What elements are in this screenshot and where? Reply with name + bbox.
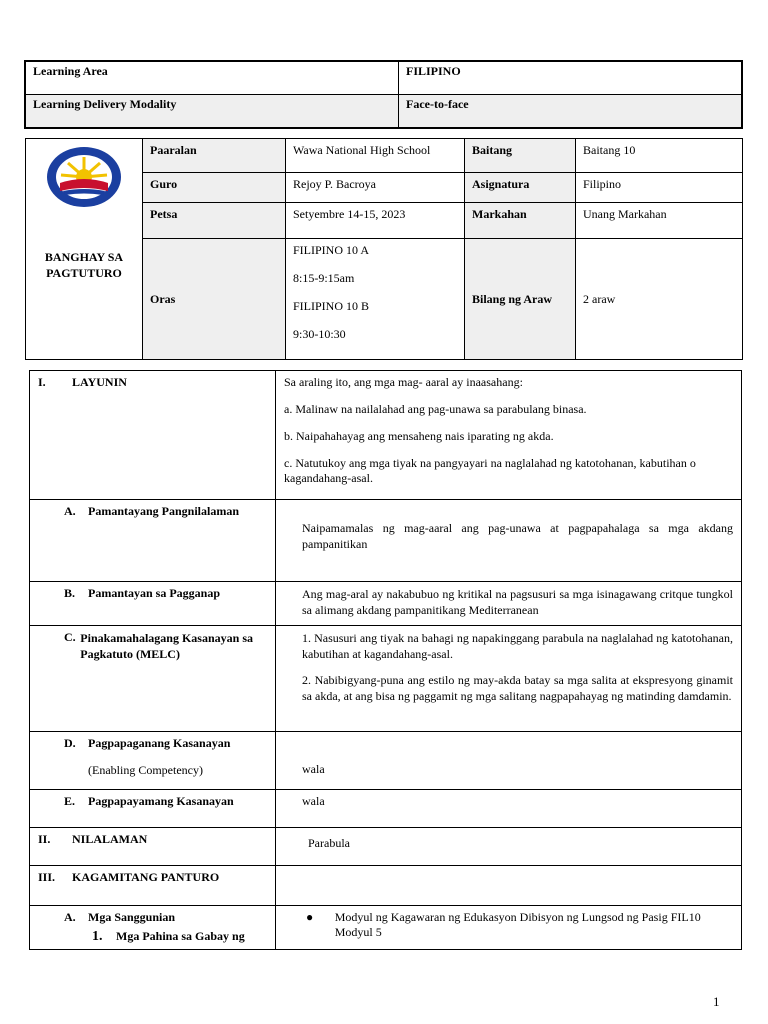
a-label: Pamantayang Pangnilalaman: [88, 504, 240, 518]
b-value: Ang mag-aral ay nakabubuo ng kritikal na pagsusuri sa mga isinagawang critque tungkol sa alimang akdang pampanitikang Mediterranean: [302, 587, 733, 617]
learning-area-table: [24, 60, 743, 129]
d-num: D.: [64, 736, 76, 750]
oras-line: FILIPINO 10 A: [293, 243, 370, 257]
layunin-intro: Sa araling ito, ang mga mag- aaral ay inaasahang:: [284, 375, 523, 389]
pahina-label: Mga Pahina sa Gabay ng: [116, 929, 245, 943]
sanggunian-label-cell: [30, 906, 276, 950]
a-num: A.: [64, 504, 76, 518]
pahina-num: 1.: [92, 929, 103, 944]
petsa-value: Setyembre 14-15, 2023: [286, 203, 465, 239]
layunin-label: LAYUNIN: [72, 375, 127, 389]
learning-area-label: Learning Area: [25, 61, 399, 95]
layunin-value-cell: [276, 371, 742, 500]
oras-line: 8:15-9:15am: [293, 271, 355, 285]
paaralan-value: Wawa National High School: [286, 139, 465, 173]
sang-num: A.: [64, 910, 76, 924]
bilang-label: Bilang ng Araw: [465, 239, 576, 360]
modality-value: Face-to-face: [399, 95, 743, 129]
layunin-c: c. Natutukoy ang mga tiyak na pangyayari na naglalahad ng katotohanan, kabutihan o kagandahang-asal.: [284, 456, 696, 485]
logo-cell: [26, 139, 143, 360]
c-label: Pinakamahalagang Kasanayan sa Pagkatuto (MELC): [80, 631, 253, 661]
iii-label-cell: [30, 866, 276, 906]
lesson-plan-table: [29, 370, 742, 950]
baitang-value: Baitang 10: [576, 139, 743, 173]
layunin-label-cell: [30, 371, 276, 500]
school-seal-icon: [45, 145, 123, 209]
learning-area-value: FILIPINO: [399, 61, 743, 95]
c-value-2: 2. Nabibigyang-puna ang estilo ng may-akda batay sa mga salita at ekspresyong ginamit sa akda, at ang bisa ng paggamit ng mga salitang nagpapahayag ng matinding damdamin.: [302, 673, 733, 703]
c-num: C.: [64, 630, 76, 644]
oras-label: Oras: [143, 239, 286, 360]
oras-line: FILIPINO 10 B: [293, 299, 370, 313]
layunin-a: a. Malinaw na nailalahad ang pag-unawa sa parabulang binasa.: [284, 402, 587, 416]
b-num: B.: [64, 586, 76, 600]
ii-label-cell: [30, 828, 276, 866]
modality-label: Learning Delivery Modality: [25, 95, 399, 129]
d-label: Pagpapaganang Kasanayan: [88, 736, 231, 750]
layunin-b: b. Naipahahayag ang mensaheng nais iparating ng akda.: [284, 429, 554, 443]
b-label-cell: [30, 582, 276, 626]
iii-label: KAGAMITANG PANTURO: [72, 870, 220, 884]
ii-label: NILALAMAN: [72, 832, 148, 846]
c-label-cell: [30, 626, 276, 732]
e-value: wala: [276, 790, 742, 828]
c-value-1: 1. Nasusuri ang tiyak na bahagi ng napakinggang parabula na naglalahad ng katotohanan, kabutihan at kagandahang-asal.: [302, 631, 733, 661]
iii-num: III.: [38, 870, 56, 884]
bilang-value: 2 araw: [576, 239, 743, 360]
oras-value: [286, 239, 465, 360]
d-value: wala: [276, 732, 742, 790]
ii-value: Parabula: [276, 828, 742, 866]
paaralan-label: Paaralan: [143, 139, 286, 173]
a-value-cell: [276, 500, 742, 582]
layunin-num: I.: [38, 375, 46, 389]
b-label: Pamantayan sa Pagganap: [88, 586, 221, 600]
sanggunian-value-cell: [276, 906, 742, 950]
baitang-label: Baitang: [465, 139, 576, 173]
e-label-cell: [30, 790, 276, 828]
ii-num: II.: [38, 832, 51, 846]
bullet-icon: ●: [306, 910, 314, 924]
school-info-table: [25, 138, 743, 360]
d-sub: (Enabling Competency): [88, 763, 203, 777]
e-num: E.: [64, 794, 76, 808]
b-value-cell: [276, 582, 742, 626]
banghay-title: BANGHAY SA PAGTUTURO: [44, 250, 124, 280]
petsa-label: Petsa: [143, 203, 286, 239]
iii-value-cell: [276, 866, 742, 906]
guro-value: Rejoy P. Bacroya: [286, 173, 465, 203]
asignatura-value: Filipino: [576, 173, 743, 203]
page-number: 1: [713, 994, 720, 1009]
sang-label: Mga Sanggunian: [88, 910, 176, 924]
oras-line: 9:30-10:30: [293, 327, 346, 341]
e-label: Pagpapayamang Kasanayan: [88, 794, 234, 808]
markahan-value: Unang Markahan: [576, 203, 743, 239]
guro-label: Guro: [143, 173, 286, 203]
a-label-cell: [30, 500, 276, 582]
sang-value: Modyul ng Kagawaran ng Edukasyon Dibisyon ng Lungsod ng Pasig FIL10 Modyul 5: [334, 910, 701, 939]
d-label-cell: [30, 732, 276, 790]
a-value: Naipamamalas ng mag-aaral ang pag-unawa at pagpapahalaga sa mga akdang pampanitikan: [302, 521, 733, 551]
asignatura-label: Asignatura: [465, 173, 576, 203]
markahan-label: Markahan: [465, 203, 576, 239]
c-value-cell: [276, 626, 742, 732]
